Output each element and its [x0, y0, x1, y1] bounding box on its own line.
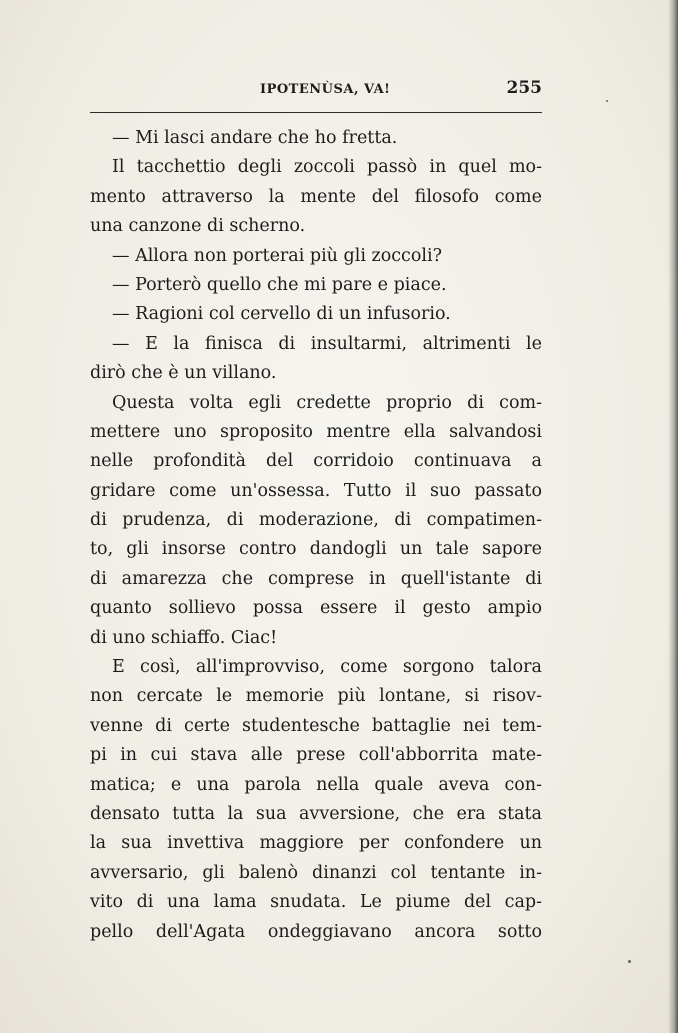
text-line: dirò che è un villano. — [90, 363, 277, 384]
text-line: densato tutta la sua avversione, che era stata — [90, 803, 542, 824]
text-line: pello dell'Agata ondeggiavano ancora sotto — [90, 921, 542, 942]
text-line: non cercate le memorie più lontane, si risov- — [90, 686, 542, 707]
page-edge-shadow — [668, 0, 678, 1033]
text-line: gridare come un'ossessa. Tutto il suo passato — [90, 480, 542, 501]
text-line: mettere uno sproposito mentre ella salvandosi — [90, 421, 542, 442]
text-line: quanto sollievo possa essere il gesto ampio — [90, 598, 542, 619]
text-line: matica; e una parola nella quale aveva con- — [90, 774, 542, 795]
text-line: — Ragioni col cervello di un infusorio. — [112, 304, 451, 325]
text-line: una canzone di scherno. — [90, 216, 306, 237]
text-line: — Mi lasci andare che ho fretta. — [112, 128, 398, 148]
text-line: mento attraverso la mente del filosofo come — [90, 186, 542, 207]
text-line: di uno schiaffo. Ciac! — [90, 627, 278, 648]
text-line: avversario, gli balenò dinanzi col tentante in- — [90, 862, 542, 883]
page-header — [90, 78, 542, 104]
ink-speck — [606, 100, 608, 102]
text-line: — E la finisca di insultarmi, altrimenti le — [112, 333, 542, 354]
text-line: Il tacchettio degli zoccoli passò in quel mo- — [112, 157, 542, 178]
text-line: di prudenza, di moderazione, di compatimen- — [90, 510, 542, 531]
body-text — [90, 124, 542, 947]
text-line: venne di certe studentesche battaglie nei tem- — [90, 715, 542, 736]
text-line: pi in cui stava alle prese coll'abborrita mate- — [90, 745, 542, 766]
text-line: — Allora non porterai più gli zoccoli? — [112, 245, 442, 266]
text-line: — Porterò quello che mi pare e piace. — [112, 274, 447, 295]
text-line: di amarezza che comprese in quell'istante di — [90, 568, 542, 589]
text-line: E così, all'improvviso, come sorgono talora — [112, 657, 542, 678]
text-line: Questa volta egli credette proprio di com- — [112, 392, 542, 413]
text-line: to, gli insorse contro dandogli un tale sapore — [90, 539, 542, 560]
page-number: 255 — [506, 78, 542, 98]
text-line: la sua invettiva maggiore per confondere un — [90, 833, 542, 854]
running-head: IPOTENÙSA, VA! — [260, 82, 391, 97]
text-line: nelle profondità del corridoio continuava a — [90, 451, 542, 472]
text-line: vito di una lama snudata. Le piume del cap- — [90, 892, 542, 913]
header-rule — [90, 112, 542, 113]
ink-speck — [628, 960, 631, 963]
